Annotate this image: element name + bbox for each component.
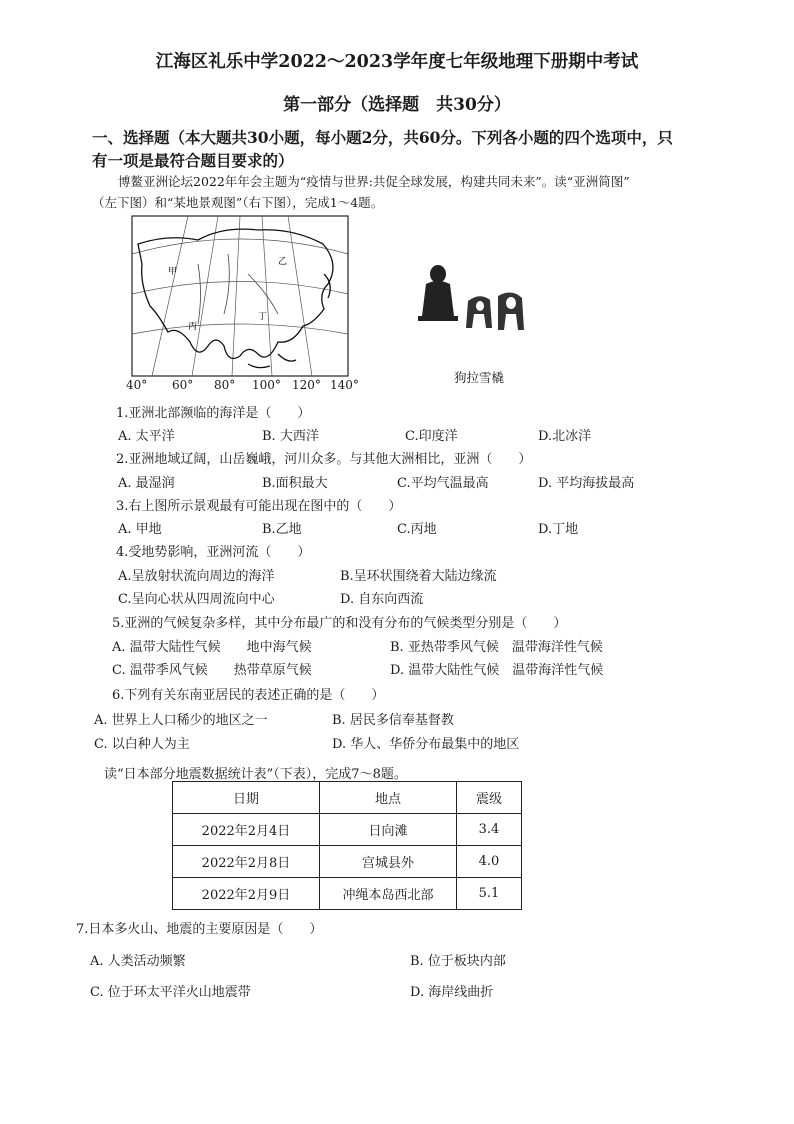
q6-option-c[interactable]: C. 以白种人为主: [94, 737, 190, 752]
cell-magnitude: 4.0: [457, 846, 522, 878]
intro-line2: （左下图）和“某地景观图”（右下图），完成1～4题。: [92, 195, 384, 210]
q1-option-c[interactable]: C.印度洋: [405, 429, 458, 444]
cell-magnitude: 3.4: [457, 814, 522, 846]
q1-option-d[interactable]: D.北冰洋: [538, 429, 592, 444]
q4-option-b[interactable]: B.呈环状围绕着大陆边缘流: [340, 569, 497, 584]
q4-stem: 4.受地势影响，亚洲河流（ ）: [116, 545, 311, 560]
map-label-bing: 丙: [188, 321, 198, 331]
cell-date: 2022年2月4日: [173, 814, 320, 846]
q5-option-b[interactable]: B. 亚热带季风气候 温带海洋性气候: [390, 640, 603, 655]
q3-option-d[interactable]: D.丁地: [538, 522, 579, 537]
q6-option-a[interactable]: A. 世界上人口稀少的地区之一: [94, 713, 268, 728]
q5-option-d[interactable]: D. 温带大陆性气候 温带海洋性气候: [390, 663, 604, 678]
header-location: 地点: [320, 782, 457, 814]
header-date: 日期: [173, 782, 320, 814]
table-header-row: [173, 782, 522, 814]
q6-option-b[interactable]: B. 居民多信奉基督教: [332, 713, 454, 728]
cell-location: 冲绳本岛西北部: [320, 878, 457, 910]
q1-option-b[interactable]: B. 大西洋: [262, 429, 319, 444]
part-subtitle: 第一部分（选择题 共30分）: [283, 95, 511, 115]
cell-date: 2022年2月8日: [173, 846, 320, 878]
table-intro: 读“日本部分地震数据统计表”（下表），完成7～8题。: [104, 767, 407, 782]
q2-option-b[interactable]: B.面积最大: [262, 476, 328, 491]
q5-option-c[interactable]: C. 温带季风气候 热带草原气候: [112, 663, 312, 678]
table-row: [173, 878, 522, 910]
sled-dogs: [466, 292, 524, 330]
intro-line1: 博鳌亚洲论坛2022年年会主题为“疫情与世界:共促全球发展，构建共同未来”。读“亚洲简图”: [118, 174, 630, 189]
cell-date: 2022年2月9日: [173, 878, 320, 910]
q5-stem: 5.亚洲的气候复杂多样，其中分布最广的和没有分布的气候类型分别是（ ）: [112, 616, 567, 631]
q6-stem: 6.下列有关东南亚居民的表述正确的是（ ）: [112, 688, 385, 703]
photo-caption: 狗拉雪橇: [454, 370, 505, 385]
q2-option-a[interactable]: A. 最湿润: [118, 476, 175, 491]
q3-option-b[interactable]: B.乙地: [262, 522, 302, 537]
lon-label-60: 60°: [172, 378, 194, 392]
map-label-ding: 丁: [258, 311, 268, 321]
earthquake-table: [172, 781, 522, 910]
table-row: [173, 846, 522, 878]
section-heading-line2: 有一项是最符合题目要求的）: [92, 151, 294, 170]
exam-title: 江海区礼乐中学2022～2023学年度七年级地理下册期中考试: [155, 52, 639, 72]
q4-option-d[interactable]: D. 自东向西流: [340, 592, 424, 607]
q1-option-a[interactable]: A. 太平洋: [118, 429, 175, 444]
header-magnitude: 震级: [457, 782, 522, 814]
q7-option-d[interactable]: D. 海岸线曲折: [410, 985, 494, 1000]
lon-label-40: 40°: [126, 378, 148, 392]
q4-option-a[interactable]: A.呈放射状流向周边的海洋: [118, 569, 275, 584]
q7-option-a[interactable]: A. 人类活动频繁: [90, 954, 186, 969]
section-heading-line1: 一、选择题（本大题共30小题，每小题2分，共60分。下列各小题的四个选项中，只: [92, 128, 673, 147]
q2-stem: 2.亚洲地域辽阔，山岳巍峨，河川众多。与其他大洲相比，亚洲（ ）: [116, 452, 532, 467]
dog-sled-photo: [408, 256, 532, 356]
q1-stem: 1.亚洲北部濒临的海洋是（ ）: [116, 406, 311, 421]
map-label-jia: 甲: [168, 266, 178, 276]
lon-label-140: 140°: [330, 378, 359, 392]
q7-stem: 7.日本多火山、地震的主要原因是（ ）: [76, 922, 323, 937]
q6-option-d[interactable]: D. 华人、华侨分布最集中的地区: [332, 737, 520, 752]
map-label-yi: 乙: [278, 256, 288, 266]
person-on-sled: [418, 265, 458, 321]
asia-map: [128, 214, 352, 390]
lon-label-100: 100°: [252, 378, 281, 392]
q7-option-b[interactable]: B. 位于板块内部: [410, 954, 506, 969]
q4-option-c[interactable]: C.呈向心状从四周流向中心: [118, 592, 275, 607]
lon-label-80: 80°: [214, 378, 236, 392]
q3-stem: 3.右上图所示景观最有可能出现在图中的（ ）: [116, 499, 402, 514]
cell-magnitude: 5.1: [457, 878, 522, 910]
q3-option-a[interactable]: A. 甲地: [118, 522, 162, 537]
table-row: [173, 814, 522, 846]
q2-option-d[interactable]: D. 平均海拔最高: [538, 476, 635, 491]
cell-location: 宫城县外: [320, 846, 457, 878]
q2-option-c[interactable]: C.平均气温最高: [397, 476, 489, 491]
cell-location: 日向滩: [320, 814, 457, 846]
q7-option-c[interactable]: C. 位于环太平洋火山地震带: [90, 985, 251, 1000]
lon-label-120: 120°: [292, 378, 321, 392]
q5-option-a[interactable]: A. 温带大陆性气候 地中海气候: [112, 640, 312, 655]
q3-option-c[interactable]: C.丙地: [397, 522, 437, 537]
